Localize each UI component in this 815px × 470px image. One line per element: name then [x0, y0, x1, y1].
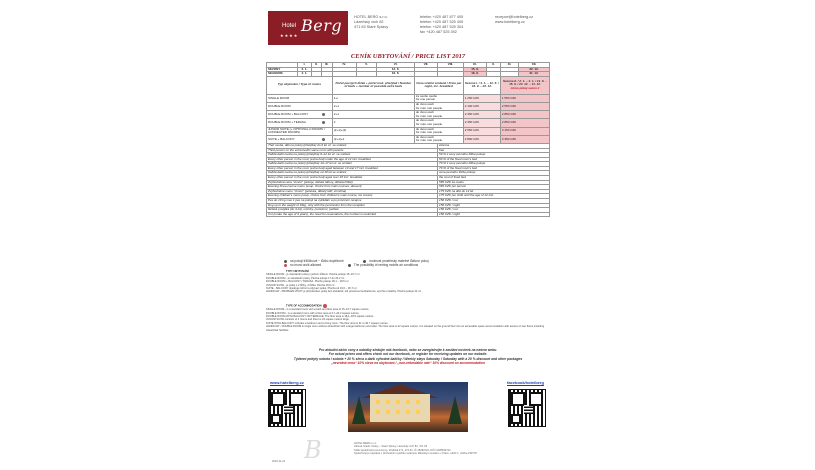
month-cell: VI. — [377, 63, 415, 68]
note-line: DOUBLE ROOM - je standardní pokoj. Plocha pokoje 17 do 20,2 m². — [266, 276, 345, 280]
season-end-cell: 16. 6. — [377, 72, 415, 77]
room-name: DOUBLE ROOM — [267, 102, 333, 110]
col-season2: Sezona II. / 2. 1. – 3. 1. / 13. 6. – 15. 9. / 23. 12. – 31. 12. mimo pokoj sezon ii — [500, 76, 549, 94]
month-cell: II. — [311, 63, 321, 68]
season-end-cell: 4. 1. — [298, 72, 312, 77]
extra-label: Každá další osoba na pokoji (přistýlka) 6–12 let vč. se snídaní — [267, 153, 438, 158]
month-cell: V. — [356, 63, 377, 68]
aircon-icon — [322, 121, 325, 124]
room-beds: 1+/ — [332, 94, 414, 102]
room-beds: (2+1)+2 — [332, 135, 414, 143]
sezony-label: SEZONY — [267, 67, 298, 72]
price-season2: 2 850 CZK — [500, 111, 549, 119]
col-price: Cena včetně snídaně / Price per night, inc. breakfast — [414, 76, 463, 94]
extra-label: Zvýhodněná cena "Junior" (pokoje, dětské tábory, dětská hřiště) — [267, 180, 438, 185]
month-cell: XII. — [518, 63, 549, 68]
note-line: SUITE WITH BALCONY includes a bedroom and a living room. The floor area is 31 to 36,7 square metres. — [266, 321, 389, 325]
footer-line: Adresa hotelu: Doksy – Staré Splavy, Lázeňský vrch 82, 471 63 — [354, 445, 428, 449]
note-line: DOUBLE ROOM WITH BALCONY OR TERRACE. The floor area is 18,1–18,5 square metres. — [266, 314, 374, 318]
legend — [284, 259, 544, 267]
month-cell: XI. — [500, 63, 518, 68]
price-season1: 2 350 CZK — [463, 119, 500, 127]
extra-value: 565 CZK per person — [438, 185, 550, 190]
footer-logo-icon: B — [304, 436, 322, 464]
extra-value: 50 % z ceny pevného lůžka pokoje — [438, 153, 550, 158]
extra-row — [267, 212, 550, 217]
season-end-cell: 31. 12. — [518, 72, 549, 77]
legend-text: The possibility of renting mobile air conditions — [353, 263, 419, 268]
note-line: DOUBLE ROOM + BALCONY / TERASA. Plocha pokoje 18,1 – 18,5 m². — [266, 280, 350, 284]
logo-brand-text: Berg — [301, 16, 343, 35]
extra-label: Evening children's menu (soup, choice from children's main course, ice cream) — [267, 194, 438, 199]
room-desc: do dvou osob for max. two people — [414, 135, 463, 143]
season-start-cell: 22. 12. — [518, 67, 549, 72]
footer — [354, 442, 554, 456]
print-date: 2016-11-21 — [272, 460, 286, 463]
extra-label: Dětská postýlka (do 3 let), ručníky, povlečení, pelíšek — [267, 208, 438, 213]
price-season2: 2 550 CZK — [500, 102, 549, 110]
price-season2: 2 850 CZK — [500, 119, 549, 127]
company-street: Lázeňský vrch 82 — [354, 20, 384, 24]
extra-label: Každá další osoba na pokoji (přistýlka) od 18 let se snídaní — [267, 171, 438, 176]
extra-value: 70 % of the fixed room's bed — [438, 166, 550, 171]
room-row — [267, 102, 550, 110]
room-desc: do dvou osob for max. two people — [414, 102, 463, 110]
email-link[interactable]: recepce@hotelberg.cz — [495, 15, 534, 19]
extra-label: Evening three-course menu (soup, choice from main courses, dessert) — [267, 185, 438, 190]
hotel-photo — [348, 382, 468, 432]
legend-text: na pokoji třílůžková ~ lůžko doplňkové — [290, 259, 344, 263]
room-beds: (2+1)+(2) — [332, 127, 414, 135]
season-start-cell: 15. 9. — [463, 67, 486, 72]
logo-hotel-text: Hotel — [282, 23, 297, 29]
room-row — [267, 111, 550, 119]
extra-value: the cost of fixed bed — [438, 176, 550, 181]
note-line: HANDICAP - DOUBLE ROOM is single room without wheelchair with a large bathroom and toilet. The floor area is 22 square metres. It is situated on the ground floor into an accessible space accommodation with access on two floors including wheelchair facilities. — [266, 325, 545, 332]
extra-label: Every other person in the room (extra bed) aged over 18 incl. breakfast — [267, 176, 438, 181]
legend-dot-icon — [284, 260, 287, 263]
room-desc: za osobu osobu for one person — [414, 94, 463, 102]
price-season2: 1 550 CZK — [500, 94, 549, 102]
extra-value: 70 % z ceny pevného lůžka pokoje — [438, 162, 550, 167]
extra-value: 175 CZK na dítě do 12 let — [438, 189, 550, 194]
room-name: SUITE + BALCONY — [267, 135, 333, 143]
month-cell: III. — [321, 63, 332, 68]
legend-dot-icon — [348, 264, 351, 267]
notes-en-heading: TYPE OF ACCOMMODATION — [286, 304, 322, 308]
price-season1: 2 650 CZK — [463, 127, 500, 135]
price-table — [266, 62, 550, 217]
room-desc: do dvou osob for max. two people — [414, 111, 463, 119]
extra-value: 150 CZK / night — [438, 212, 550, 217]
tree-shape — [448, 396, 462, 424]
company-phones — [420, 15, 463, 35]
month-cell: VIII. — [438, 63, 464, 68]
promo-line: Týdenní pobyty sobota / sobota + 20 % sleva a další výhodné balíčky / Weekly stays Saturday / Saturday with a 20 % discount and other packages — [293, 356, 523, 361]
extra-value: cena pevného lůžka pokoje — [438, 171, 550, 176]
fax-line: fax +420 487 525 392 — [420, 30, 457, 34]
room-name: SINGLE ROOM — [267, 94, 333, 102]
extra-label: Třetí osoba, děti na pokoji (přistýlka) do 6 let vč. se snídaní — [267, 143, 438, 148]
room-name: DOUBLE ROOM + TERASA — [267, 119, 333, 127]
room-beds: 2 — [332, 119, 414, 127]
room-name: JUNIOR SUITE (+ OPTIONAL 2 ROOMS / CONNECTED ROOMS) — [267, 127, 333, 135]
room-row — [267, 94, 550, 102]
qr-code-facebook-icon[interactable] — [508, 389, 546, 427]
hotel-logo — [268, 11, 348, 45]
extra-label: Every other person in the room (extra bed) aged between 13 and 17 incl. breakfast — [267, 166, 438, 171]
aircon-icon — [322, 113, 325, 116]
notes-cz-heading: TYPY UBYTOVÁNÍ — [286, 270, 309, 273]
season-end-cell: 16. 9. — [463, 72, 486, 77]
extra-value: 565 CZK za osobu — [438, 180, 550, 185]
promo-text — [276, 348, 540, 365]
phone-line: telefon +420 487 877 405 — [420, 15, 464, 19]
note-line: SINGLE ROOM - je standardní pokoj s jedním lůžkem. Plocha pokoje 15–16,7 m². — [266, 273, 361, 277]
room-name: DOUBLE ROOM + BALCONY — [267, 111, 333, 119]
notes-en — [266, 304, 550, 332]
price-season2: 3 350 CZK — [500, 135, 549, 143]
col-type: Typ ubytování / Type of rooms — [267, 76, 333, 94]
extra-label: Every other person in the room (extra bed) under the age of 12 incl. breakfast — [267, 157, 438, 162]
note-line: JUNIOR SUITE - je pokoj s 2 lůžky, 2 lůžka. Plocha 18,9 m². — [266, 283, 336, 287]
extra-value: 150 CZK / noc — [438, 199, 550, 204]
price-list-page — [262, 8, 554, 466]
company-city: 471 63 Staré Splavy — [354, 25, 389, 29]
extra-label: Third person on the extra bed/in same room with parents — [267, 148, 438, 153]
website-link[interactable]: www.hotelberg.cz — [270, 380, 304, 385]
room-beds: 2+1 — [332, 111, 414, 119]
extra-value: zdarma — [438, 143, 550, 148]
phone-line: telefon +420 487 525 405 — [420, 20, 464, 24]
company-address — [354, 15, 388, 30]
footer-line: Sídlo společnosti provozovny, Pražská 471, 272 61, IČ 28493722, DIČ CZ28493722 — [354, 448, 451, 452]
footer-line: HOTEL BERG s.r.o. — [354, 442, 377, 445]
tree-shape — [352, 396, 366, 424]
page-title: CENÍK UBYTOVÁNÍ / PRICE LIST 2017 — [350, 53, 466, 60]
price-season1: 2 100 CZK — [463, 102, 500, 110]
extra-value: free — [438, 148, 550, 153]
month-cell: I. — [298, 63, 312, 68]
month-cell: IX. — [463, 63, 486, 68]
promo-line: „nevratná cena“ 10% sleva na ubytování / „non-refundable rate“ 10% discount on accommodation — [331, 360, 485, 365]
footer-line: Společnost je zapsána v obchodním rejstříku vedeném Městským soudem v Praze, oddíl C, vložka 230778 — [354, 452, 477, 456]
price-season1: 2 350 CZK — [463, 111, 500, 119]
legend-dot-icon — [363, 260, 366, 263]
room-beds: 2+1 — [332, 102, 414, 110]
season-start-cell: 12. 6. — [377, 67, 415, 72]
company-web — [495, 15, 533, 25]
room-desc: do dvou osob for max. two people — [414, 127, 463, 135]
legend-dot-icon — [284, 264, 287, 267]
aircon-icon — [322, 138, 325, 141]
phone-line: telefon +420 487 525 304 — [420, 25, 464, 29]
extra-label: Pes do 10 kg max 1 pes na pokoji na vyžádání a po potvrzení recepce — [267, 199, 438, 204]
month-cell: VII. — [414, 63, 437, 68]
qr-code-web-icon[interactable] — [268, 389, 306, 427]
note-line: SINGLE ROOM - is a standard room with a bath and floor area of 15–16,7 square metres. — [266, 308, 370, 312]
price-season2: 3 150 CZK — [500, 127, 549, 135]
price-season1: 2 800 CZK — [463, 135, 500, 143]
extra-label: Dog up to the weight of 10kg, only with the permission from the reception — [267, 203, 438, 208]
room-row — [267, 127, 550, 135]
extra-value: 175 CZK per child until the age of 12 incl. — [438, 194, 550, 199]
house-shape — [370, 394, 430, 422]
notes-cz — [266, 270, 550, 294]
seasons-label: SEASONS — [267, 72, 298, 77]
company-name: HOTEL BERG s.r.o. — [354, 15, 388, 19]
note-line: HANDICAP - PROBLÉM ŽIVOT je přizpůsoben pokoj bez překážek, též prostorou bezbariérové, sprcha s kolečky. Plocha pokoje 22 m². — [266, 290, 422, 294]
promo-line: Pro aktuální akční ceny a nabídky sledujte náš facebook, nebo se zaregistrujte k zasílání novinek na našem webu. — [318, 348, 498, 352]
month-cell: IV. — [332, 63, 356, 68]
extra-value: 150 CZK / night — [438, 203, 550, 208]
col-season1: Sezona I. / 4. 1. – 12. 6. / 16. 9. – 22. 12. — [463, 76, 500, 94]
season-start-cell: 2. 1. — [298, 67, 312, 72]
col-beds: Počet pevných lůžek + počet mož. přistýlek / Number of beds + number of possible extra beds — [332, 76, 414, 94]
extra-label: Zvýhodněné menu "Junior" (polévka, dětský tálíř, zmrzlina) — [267, 189, 438, 194]
logo-stars: ★★★★ — [280, 33, 299, 38]
extra-value: 50 % of the fixed room's bed — [438, 157, 550, 162]
web-link[interactable]: www.hotelberg.cz — [495, 20, 525, 24]
note-line: SUITE - BALCONY obsahuje ložnici a obývací pokoj. Plocha od 16,6 – 36,7 m². — [266, 287, 358, 291]
note-line: JUNIOR SUITE consists of 2 rooms and there is 24 square metres large. — [266, 318, 350, 322]
promo-line: For actual prices and offers check out our facebook, or register for receiving updates on our website. — [328, 352, 488, 357]
extra-label: Cot (under the age of 3 years), the need for reservations, the number is restricted — [267, 212, 438, 217]
facebook-link[interactable]: facebook/hotelberg — [507, 380, 544, 385]
price-season1: 1 250 CZK — [463, 94, 500, 102]
legend-text: no mora orolk allowed — [290, 263, 322, 268]
extra-value: 150 CZK / noc — [438, 208, 550, 213]
month-cell: X. — [487, 63, 501, 68]
extra-label: Každá další osoba na pokoji (přistýlka) 13–17 let vč. se snídaní — [267, 162, 438, 167]
legend-text: možnost prostřesky matelné lůžkoví pokoj — [369, 259, 429, 263]
note-line: DOUBLE ROOM - is a standard room with a floor area of 17–20,2 square metres. — [266, 311, 360, 315]
room-desc: do dvou osob for max. two people — [414, 119, 463, 127]
